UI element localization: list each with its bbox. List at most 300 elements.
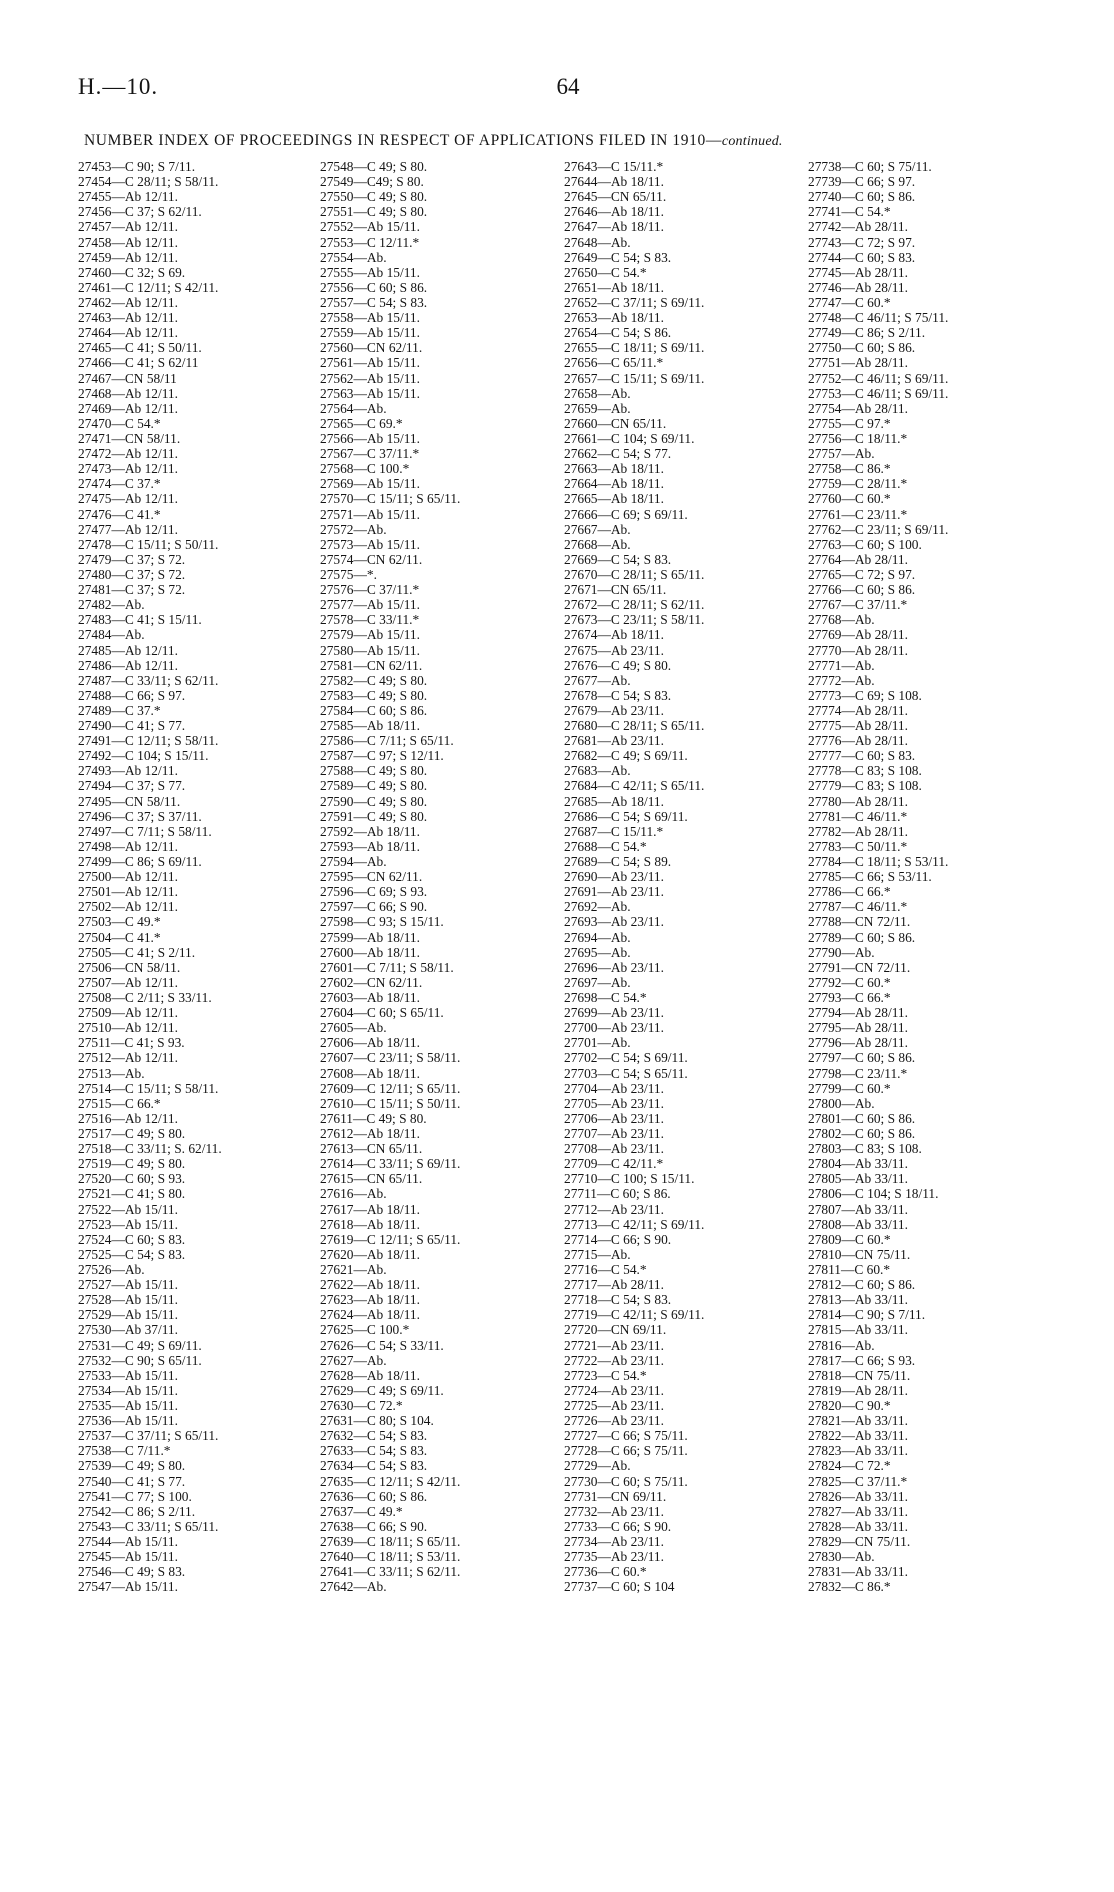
index-entry: 27794—Ab 28/11. xyxy=(808,1005,908,1021)
index-entry: 27687—C 15/11.* xyxy=(564,823,664,839)
index-entry: 27494—C 37; S 77. xyxy=(78,778,186,794)
index-entry: 27626—C 54; S 33/11. xyxy=(320,1337,444,1353)
index-entry: 27735—Ab 23/11. xyxy=(564,1549,664,1565)
index-entry: 27792—C 60.* xyxy=(808,974,891,990)
index-entry: 27500—Ab 12/11. xyxy=(78,869,178,885)
index-entry: 27618—Ab 18/11. xyxy=(320,1216,420,1232)
index-entry: 27594—Ab. xyxy=(320,854,387,870)
index-entry: 27669—C 54; S 83. xyxy=(564,551,672,567)
index-entry: 27636—C 60; S 86. xyxy=(320,1488,428,1504)
index-entry: 27501—Ab 12/11. xyxy=(78,884,178,900)
index-entry: 27675—Ab 23/11. xyxy=(564,642,664,658)
index-entry: 27758—C 86.* xyxy=(808,461,891,477)
index-entry: 27612—Ab 18/11. xyxy=(320,1126,420,1141)
index-entry: 27608—Ab 18/11. xyxy=(320,1065,420,1081)
index-entry: 27699—Ab 23/11. xyxy=(564,1005,664,1021)
index-entry: 27766—C 60; S 86. xyxy=(808,582,916,598)
index-entry: 27829—CN 75/11. xyxy=(808,1533,911,1549)
index-entry: 27832—C 86.* xyxy=(808,1579,891,1595)
index-entry: 27543—C 33/11; S 65/11. xyxy=(78,1518,219,1534)
index-entry: 27624—Ab 18/11. xyxy=(320,1307,420,1323)
index-entry: 27739—C 66; S 97. xyxy=(808,174,916,190)
index-entry: 27750—C 60; S 86. xyxy=(808,340,916,356)
index-entry: 27678—C 54; S 83. xyxy=(564,687,672,703)
index-entry: 27490—C 41; S 77. xyxy=(78,718,186,734)
index-entry: 27534—Ab 15/11. xyxy=(78,1382,178,1398)
index-column-1 xyxy=(78,159,314,1594)
index-entry: 27615—CN 65/11. xyxy=(320,1171,423,1187)
index-entry: 27586—C 7/11; S 65/11. xyxy=(320,733,454,749)
index-entry: 27790—Ab. xyxy=(808,944,875,960)
index-entry: 27753—C 46/11; S 69/11. xyxy=(808,385,949,401)
index-entry: 27516—Ab 12/11. xyxy=(78,1110,178,1126)
index-entry: 27789—C 60; S 86. xyxy=(808,929,916,945)
index-entry: 27689—C 54; S 89. xyxy=(564,854,672,870)
index-entry: 27682—C 49; S 69/11. xyxy=(564,748,688,764)
index-entry: 27569—Ab 15/11. xyxy=(320,476,420,492)
index-entry: 27514—C 15/11; S 58/11. xyxy=(78,1080,219,1096)
index-entry: 27641—C 33/11; S 62/11. xyxy=(320,1564,461,1580)
index-entry: 27690—Ab 23/11. xyxy=(564,869,664,885)
index-entry: 27702—C 54; S 69/11. xyxy=(564,1050,688,1066)
index-entry: 27523—Ab 15/11. xyxy=(78,1216,178,1232)
index-entry: 27599—Ab 18/11. xyxy=(320,929,420,945)
index-entry: 27819—Ab 28/11. xyxy=(808,1382,908,1398)
index-entry: 27727—C 66; S 75/11. xyxy=(564,1428,688,1444)
index-entry: 27815—Ab 33/11. xyxy=(808,1322,908,1338)
index-entry: 27609—C 12/11; S 65/11. xyxy=(320,1080,461,1096)
index-entry: 27788—CN 72/11. xyxy=(808,914,911,930)
index-entry: 27531—C 49; S 69/11. xyxy=(78,1337,202,1353)
index-entry: 27802—C 60; S 86. xyxy=(808,1126,916,1141)
index-entry: 27760—C 60.* xyxy=(808,491,891,507)
index-entry: 27812—C 60; S 86. xyxy=(808,1277,916,1293)
index-entry: 27509—Ab 12/11. xyxy=(78,1005,178,1021)
index-entry: 27583—C 49; S 80. xyxy=(320,687,428,703)
index-entry: 27576—C 37/11.* xyxy=(320,582,420,598)
index-entry: 27747—C 60.* xyxy=(808,294,891,310)
index-entry: 27465—C 41; S 50/11. xyxy=(78,340,202,356)
index-entry: 27722—Ab 23/11. xyxy=(564,1352,664,1368)
index-entry: 27480—C 37; S 72. xyxy=(78,566,186,582)
index-entry: 27577—Ab 15/11. xyxy=(320,597,420,613)
index-entry: 27664—Ab 18/11. xyxy=(564,476,664,492)
index-entry: 27668—Ab. xyxy=(564,536,631,552)
index-entry: 27706—Ab 23/11. xyxy=(564,1110,664,1126)
index-entry: 27645—CN 65/11. xyxy=(564,189,667,205)
index-entry: 27575—*. xyxy=(320,566,377,582)
index-entry: 27567—C 37/11.* xyxy=(320,446,420,462)
index-entry: 27601—C 7/11; S 58/11. xyxy=(320,959,454,975)
index-entry: 27561—Ab 15/11. xyxy=(320,355,420,371)
index-entry: 27548—C 49; S 80. xyxy=(320,159,428,174)
index-entry: 27515—C 66.* xyxy=(78,1095,161,1111)
index-entry: 27813—Ab 33/11. xyxy=(808,1292,908,1308)
index-entry: 27580—Ab 15/11. xyxy=(320,642,420,658)
index-entry: 27660—CN 65/11. xyxy=(564,415,667,431)
index-entry: 27740—C 60; S 86. xyxy=(808,189,916,205)
index-entry: 27694—Ab. xyxy=(564,929,631,945)
index-entry: 27737—C 60; S 104 xyxy=(564,1579,675,1595)
index-entry: 27650—C 54.* xyxy=(564,264,647,280)
index-entry: 27661—C 104; S 69/11. xyxy=(564,430,695,446)
index-entry: 27765—C 72; S 97. xyxy=(808,566,916,582)
index-entry: 27793—C 66.* xyxy=(808,990,891,1006)
index-entry: 27471—CN 58/11. xyxy=(78,430,181,446)
index-entry: 27622—Ab 18/11. xyxy=(320,1277,420,1293)
index-entry: 27552—Ab 15/11. xyxy=(320,219,420,235)
index-entry: 27704—Ab 23/11. xyxy=(564,1080,664,1096)
index-entry: 27502—Ab 12/11. xyxy=(78,899,178,915)
index-entry: 27521—C 41; S 80. xyxy=(78,1186,186,1202)
index-entry: 27709—C 42/11.* xyxy=(564,1156,664,1172)
index-entry: 27598—C 93; S 15/11. xyxy=(320,914,444,930)
index-entry: 27770—Ab 28/11. xyxy=(808,642,908,658)
index-entry: 27681—Ab 23/11. xyxy=(564,733,664,749)
index-entry: 27551—C 49; S 80. xyxy=(320,204,428,220)
index-entry: 27721—Ab 23/11. xyxy=(564,1337,664,1353)
index-entry: 27627—Ab. xyxy=(320,1352,387,1368)
index-entry: 27745—Ab 28/11. xyxy=(808,264,908,280)
index-entry: 27785—C 66; S 53/11. xyxy=(808,869,932,885)
index-entry: 27803—C 83; S 108. xyxy=(808,1141,922,1157)
index-entry: 27555—Ab 15/11. xyxy=(320,264,420,280)
index-entry: 27557—C 54; S 83. xyxy=(320,294,428,310)
index-entry: 27603—Ab 18/11. xyxy=(320,990,420,1006)
index-entry: 27742—Ab 28/11. xyxy=(808,219,908,235)
index-entry: 27754—Ab 28/11. xyxy=(808,400,908,416)
index-entry: 27749—C 86; S 2/11. xyxy=(808,325,926,341)
index-entry: 27648—Ab. xyxy=(564,234,631,250)
index-entry: 27825—C 37/11.* xyxy=(808,1473,908,1489)
index-entry: 27568—C 100.* xyxy=(320,461,410,477)
index-entry: 27672—C 28/11; S 62/11. xyxy=(564,597,705,613)
index-entry: 27578—C 33/11.* xyxy=(320,612,420,628)
index-entry: 27767—C 37/11.* xyxy=(808,597,908,613)
index-entry: 27729—Ab. xyxy=(564,1458,631,1474)
index-entry: 27582—C 49; S 80. xyxy=(320,672,428,688)
index-entry: 27716—C 54.* xyxy=(564,1261,647,1277)
index-entry: 27579—Ab 15/11. xyxy=(320,627,420,643)
index-entry: 27463—Ab 12/11. xyxy=(78,310,178,326)
index-entry: 27642—Ab. xyxy=(320,1579,387,1595)
index-entry: 27499—C 86; S 69/11. xyxy=(78,854,202,870)
index-entry: 27549—C49; S 80. xyxy=(320,174,424,190)
index-entry: 27539—C 49; S 80. xyxy=(78,1458,186,1474)
index-entry: 27804—Ab 33/11. xyxy=(808,1156,908,1172)
index-entry: 27728—C 66; S 75/11. xyxy=(564,1443,688,1459)
index-entry: 27513—Ab. xyxy=(78,1065,145,1081)
index-entry: 27620—Ab 18/11. xyxy=(320,1246,420,1262)
index-entry: 27467—CN 58/11 xyxy=(78,370,177,386)
index-entry: 27589—C 49; S 80. xyxy=(320,778,428,794)
index-entry: 27684—C 42/11; S 65/11. xyxy=(564,778,705,794)
index-entry: 27698—C 54.* xyxy=(564,990,647,1006)
index-title-continued: continued. xyxy=(721,134,783,149)
index-entry: 27717—Ab 28/11. xyxy=(564,1277,664,1293)
index-entry: 27538—C 7/11.* xyxy=(78,1443,171,1459)
index-entry: 27530—Ab 37/11. xyxy=(78,1322,178,1338)
index-entry: 27674—Ab 18/11. xyxy=(564,627,664,643)
index-entry: 27778—C 83; S 108. xyxy=(808,763,922,779)
index-entry: 27556—C 60; S 86. xyxy=(320,279,428,295)
index-entry: 27475—Ab 12/11. xyxy=(78,491,178,507)
index-entry: 27574—CN 62/11. xyxy=(320,551,423,567)
index-entry: 27592—Ab 18/11. xyxy=(320,823,420,839)
index-entry: 27700—Ab 23/11. xyxy=(564,1020,664,1036)
index-entry: 27798—C 23/11.* xyxy=(808,1065,908,1081)
index-entry: 27734—Ab 23/11. xyxy=(564,1533,664,1549)
index-entry: 27522—Ab 15/11. xyxy=(78,1201,178,1217)
index-entry: 27640—C 18/11; S 53/11. xyxy=(320,1549,461,1565)
index-entry: 27796—Ab 28/11. xyxy=(808,1035,908,1051)
index-entry: 27708—Ab 23/11. xyxy=(564,1141,664,1157)
index-entry: 27822—Ab 33/11. xyxy=(808,1428,908,1444)
index-entry: 27755—C 97.* xyxy=(808,415,891,431)
index-entry: 27479—C 37; S 72. xyxy=(78,551,186,567)
index-entry: 27488—C 66; S 97. xyxy=(78,687,186,703)
index-entry: 27830—Ab. xyxy=(808,1549,875,1565)
index-entry: 27533—Ab 15/11. xyxy=(78,1367,178,1383)
index-entry: 27824—C 72.* xyxy=(808,1458,891,1474)
index-entry: 27478—C 15/11; S 50/11. xyxy=(78,536,219,552)
index-entry: 27763—C 60; S 100. xyxy=(808,536,922,552)
index-entry: 27570—C 15/11; S 65/11. xyxy=(320,491,461,507)
index-entry: 27493—Ab 12/11. xyxy=(78,763,178,779)
index-entry: 27472—Ab 12/11. xyxy=(78,446,178,462)
index-entry: 27814—C 90; S 7/11. xyxy=(808,1307,926,1323)
index-entry: 27666—C 69; S 69/11. xyxy=(564,506,688,522)
index-entry: 27508—C 2/11; S 33/11. xyxy=(78,990,212,1006)
index-entry: 27487—C 33/11; S 62/11. xyxy=(78,672,219,688)
index-entry: 27673—C 23/11; S 58/11. xyxy=(564,612,705,628)
index-entry: 27585—Ab 18/11. xyxy=(320,718,420,734)
index-entry: 27828—Ab 33/11. xyxy=(808,1518,908,1534)
index-entry: 27683—Ab. xyxy=(564,763,631,779)
index-entry: 27564—Ab. xyxy=(320,400,387,416)
index-entry: 27759—C 28/11.* xyxy=(808,476,908,492)
index-entry: 27665—Ab 18/11. xyxy=(564,491,664,507)
index-entry: 27703—C 54; S 65/11. xyxy=(564,1065,688,1081)
index-entry: 27720—CN 69/11. xyxy=(564,1322,667,1338)
index-entry: 27697—Ab. xyxy=(564,974,631,990)
index-entry: 27457—Ab 12/11. xyxy=(78,219,178,235)
index-entry: 27554—Ab. xyxy=(320,249,387,265)
index-entry: 27605—Ab. xyxy=(320,1020,387,1036)
index-entry: 27512—Ab 12/11. xyxy=(78,1050,178,1066)
index-entry: 27613—CN 65/11. xyxy=(320,1141,423,1157)
index-entry: 27593—Ab 18/11. xyxy=(320,838,420,854)
index-entry: 27611—C 49; S 80. xyxy=(320,1110,427,1126)
index-entry: 27764—Ab 28/11. xyxy=(808,551,908,567)
index-entry: 27818—CN 75/11. xyxy=(808,1367,911,1383)
index-entry: 27559—Ab 15/11. xyxy=(320,325,420,341)
index-entry: 27801—C 60; S 86. xyxy=(808,1110,916,1126)
index-entry: 27625—C 100.* xyxy=(320,1322,410,1338)
index-entry: 27459—Ab 12/11. xyxy=(78,249,178,265)
index-entry: 27597—C 66; S 90. xyxy=(320,899,428,915)
index-entry: 27649—C 54; S 83. xyxy=(564,249,672,265)
index-entry: 27662—C 54; S 77. xyxy=(564,446,672,462)
index-entry: 27492—C 104; S 15/11. xyxy=(78,748,209,764)
index-entry: 27679—Ab 23/11. xyxy=(564,702,664,718)
index-entry: 27680—C 28/11; S 65/11. xyxy=(564,718,705,734)
index-entry: 27536—Ab 15/11. xyxy=(78,1413,178,1429)
index-entry: 27715—Ab. xyxy=(564,1246,631,1262)
index-entry: 27619—C 12/11; S 65/11. xyxy=(320,1231,461,1247)
index-entry: 27600—Ab 18/11. xyxy=(320,944,420,960)
index-entry: 27489—C 37.* xyxy=(78,702,161,718)
index-entry: 27607—C 23/11; S 58/11. xyxy=(320,1050,461,1066)
index-title-main: NUMBER INDEX OF PROCEEDINGS IN RESPECT OF APPLICATIONS FILED IN 1910— xyxy=(84,132,722,149)
index-entry: 27503—C 49.* xyxy=(78,914,161,930)
index-entry: 27655—C 18/11; S 69/11. xyxy=(564,340,705,356)
index-entry: 27628—Ab 18/11. xyxy=(320,1367,420,1383)
index-entry: 27752—C 46/11; S 69/11. xyxy=(808,370,949,386)
index-entry: 27761—C 23/11.* xyxy=(808,506,908,522)
index-entry: 27473—Ab 12/11. xyxy=(78,461,178,477)
index-entry: 27652—C 37/11; S 69/11. xyxy=(564,294,705,310)
index-entry: 27562—Ab 15/11. xyxy=(320,370,420,386)
index-entry: 27743—C 72; S 97. xyxy=(808,234,916,250)
index-entry: 27637—C 49.* xyxy=(320,1503,403,1519)
index-entry: 27723—C 54.* xyxy=(564,1367,647,1383)
index-entry: 27469—Ab 12/11. xyxy=(78,400,178,416)
index-entry: 27733—C 66; S 90. xyxy=(564,1518,672,1534)
index-entry: 27511—C 41; S 93. xyxy=(78,1035,185,1051)
index-entry: 27518—C 33/11; S. 62/11. xyxy=(78,1141,222,1157)
index-entry: 27621—Ab. xyxy=(320,1261,387,1277)
index-entry: 27581—CN 62/11. xyxy=(320,657,423,673)
index-entry: 27616—Ab. xyxy=(320,1186,387,1202)
index-entry: 27811—C 60.* xyxy=(808,1261,891,1277)
index-entry: 27610—C 15/11; S 50/11. xyxy=(320,1095,461,1111)
index-entry: 27744—C 60; S 83. xyxy=(808,249,916,265)
index-entry: 27827—Ab 33/11. xyxy=(808,1503,908,1519)
index-entry: 27831—Ab 33/11. xyxy=(808,1564,908,1580)
index-entry: 27584—C 60; S 86. xyxy=(320,702,428,718)
index-entry: 27455—Ab 12/11. xyxy=(78,189,178,205)
index-entry: 27768—Ab. xyxy=(808,612,875,628)
index-entry: 27550—C 49; S 80. xyxy=(320,189,428,205)
index-entry: 27782—Ab 28/11. xyxy=(808,823,908,839)
index-entry: 27470—C 54.* xyxy=(78,415,161,431)
index-entry: 27466—C 41; S 62/11 xyxy=(78,355,199,371)
index-entry: 27816—Ab. xyxy=(808,1337,875,1353)
index-entry: 27617—Ab 18/11. xyxy=(320,1201,420,1217)
index-entry: 27629—C 49; S 69/11. xyxy=(320,1382,444,1398)
index-entry: 27654—C 54; S 86. xyxy=(564,325,672,341)
index-entry: 27691—Ab 23/11. xyxy=(564,884,664,900)
index-entry: 27638—C 66; S 90. xyxy=(320,1518,428,1534)
index-entry: 27817—C 66; S 93. xyxy=(808,1352,916,1368)
index-entry: 27558—Ab 15/11. xyxy=(320,310,420,326)
index-entry: 27807—Ab 33/11. xyxy=(808,1201,908,1217)
index-entry: 27517—C 49; S 80. xyxy=(78,1126,186,1141)
index-entry: 27692—Ab. xyxy=(564,899,631,915)
index-entry: 27468—Ab 12/11. xyxy=(78,385,178,401)
index-column-2 xyxy=(320,159,556,1594)
index-entry: 27686—C 54; S 69/11. xyxy=(564,808,688,824)
index-entry: 27826—Ab 33/11. xyxy=(808,1488,908,1504)
index-entry: 27572—Ab. xyxy=(320,521,387,537)
index-entry: 27685—Ab 18/11. xyxy=(564,793,664,809)
index-entry: 27786—C 66.* xyxy=(808,884,891,900)
index-entry: 27484—Ab. xyxy=(78,627,145,643)
index-entry: 27495—CN 58/11. xyxy=(78,793,181,809)
index-entry: 27506—CN 58/11. xyxy=(78,959,181,975)
index-entry: 27751—Ab 28/11. xyxy=(808,355,908,371)
index-entry: 27757—Ab. xyxy=(808,446,875,462)
index-entry: 27800—Ab. xyxy=(808,1095,875,1111)
index-entry: 27481—C 37; S 72. xyxy=(78,582,186,598)
index-entry: 27491—C 12/11; S 58/11. xyxy=(78,733,219,749)
index-entry: 27566—Ab 15/11. xyxy=(320,430,420,446)
index-entry: 27510—Ab 12/11. xyxy=(78,1020,178,1036)
index-entry: 27587—C 97; S 12/11. xyxy=(320,748,444,764)
index-entry: 27741—C 54.* xyxy=(808,204,891,220)
index-entry: 27520—C 60; S 93. xyxy=(78,1171,186,1187)
index-entry: 27791—CN 72/11. xyxy=(808,959,911,975)
index-entry: 27634—C 54; S 83. xyxy=(320,1458,428,1474)
index-entry: 27507—Ab 12/11. xyxy=(78,974,178,990)
index-entry: 27823—Ab 33/11. xyxy=(808,1443,908,1459)
index-entry: 27713—C 42/11; S 69/11. xyxy=(564,1216,705,1232)
index-entry: 27542—C 86; S 2/11. xyxy=(78,1503,196,1519)
index-entry: 27719—C 42/11; S 69/11. xyxy=(564,1307,705,1323)
index-entry: 27714—C 66; S 90. xyxy=(564,1231,672,1247)
index-entry: 27693—Ab 23/11. xyxy=(564,914,664,930)
index-entry: 27527—Ab 15/11. xyxy=(78,1277,178,1293)
index-entry: 27663—Ab 18/11. xyxy=(564,461,664,477)
index-entry: 27474—C 37.* xyxy=(78,476,161,492)
index-entry: 27799—C 60.* xyxy=(808,1080,891,1096)
index-entry: 27780—Ab 28/11. xyxy=(808,793,908,809)
index-entry: 27590—C 49; S 80. xyxy=(320,793,428,809)
index-entry: 27777—C 60; S 83. xyxy=(808,748,916,764)
index-column-4 xyxy=(808,159,1044,1594)
index-entry: 27667—Ab. xyxy=(564,521,631,537)
index-entry: 27738—C 60; S 75/11. xyxy=(808,159,932,174)
index-entry: 27696—Ab 23/11. xyxy=(564,959,664,975)
index-entry: 27776—Ab 28/11. xyxy=(808,733,908,749)
index-entry: 27486—Ab 12/11. xyxy=(78,657,178,673)
index-entry: 27537—C 37/11; S 65/11. xyxy=(78,1428,219,1444)
index-entry: 27545—Ab 15/11. xyxy=(78,1549,178,1565)
index-entry: 27565—C 69.* xyxy=(320,415,403,431)
index-entry: 27453—C 90; S 7/11. xyxy=(78,159,196,174)
index-entry: 27482—Ab. xyxy=(78,597,145,613)
index-entry: 27526—Ab. xyxy=(78,1261,145,1277)
index-entry: 27820—C 90.* xyxy=(808,1397,891,1413)
index-entry: 27646—Ab 18/11. xyxy=(564,204,664,220)
index-entry: 27769—Ab 28/11. xyxy=(808,627,908,643)
index-entry: 27460—C 32; S 69. xyxy=(78,264,186,280)
index-entry: 27643—C 15/11.* xyxy=(564,159,664,174)
index-entry: 27677—Ab. xyxy=(564,672,631,688)
index-entry: 27653—Ab 18/11. xyxy=(564,310,664,326)
index-entry: 27695—Ab. xyxy=(564,944,631,960)
index-entry: 27532—C 90; S 65/11. xyxy=(78,1352,202,1368)
index-entry: 27726—Ab 23/11. xyxy=(564,1413,664,1429)
index-entry: 27497—C 7/11; S 58/11. xyxy=(78,823,212,839)
index-entry: 27462—Ab 12/11. xyxy=(78,294,178,310)
index-entry: 27485—Ab 12/11. xyxy=(78,642,178,658)
index-entry: 27573—Ab 15/11. xyxy=(320,536,420,552)
index-entry: 27602—CN 62/11. xyxy=(320,974,423,990)
index-entry: 27688—C 54.* xyxy=(564,838,647,854)
index-entry: 27647—Ab 18/11. xyxy=(564,219,664,235)
